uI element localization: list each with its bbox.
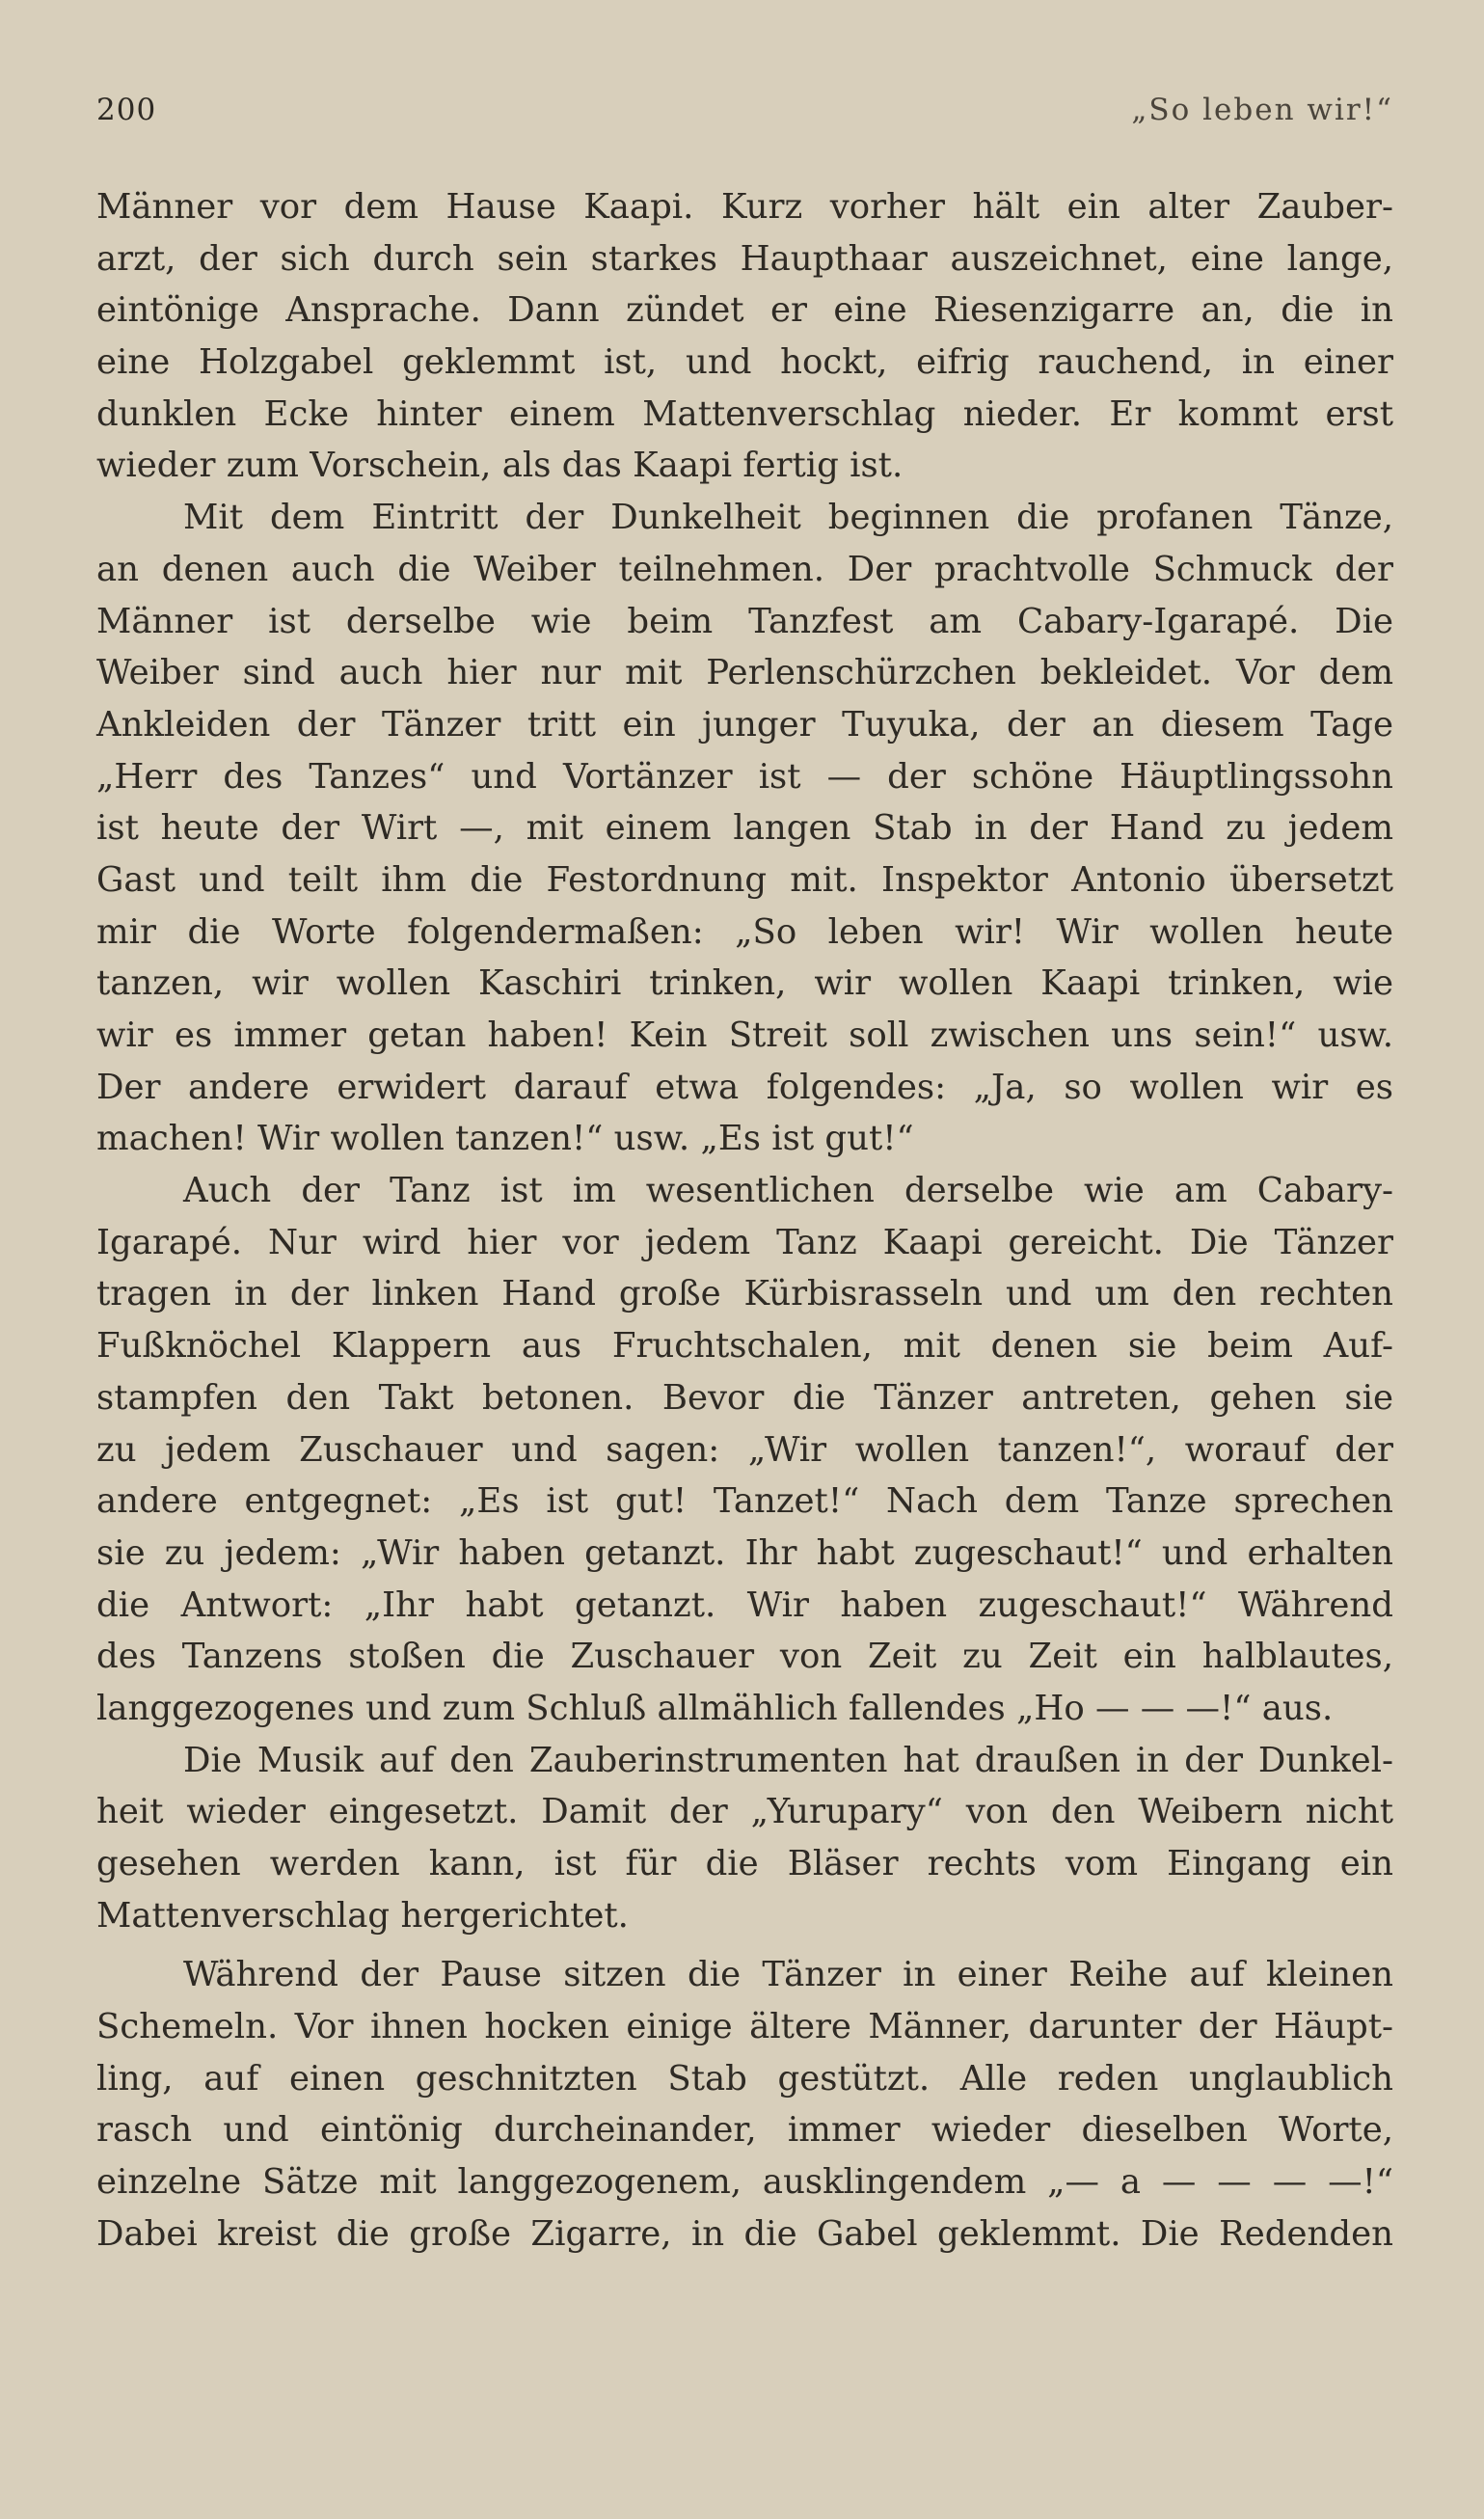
text-line: mir die Worte folgendermaßen: „So leben wir! Wir wollen heute: [96, 911, 1393, 952]
text-line: heit wieder eingesetzt. Damit der „Yurupary“ von den Weibern nicht: [96, 1792, 1393, 1832]
text-line: „Herr des Tanzes“ und Vortänzer ist — der schöne Häuptlingssohn: [96, 756, 1393, 797]
text-line: an denen auch die Weiber teilnehmen. Der prachtvolle Schmuck der: [96, 549, 1393, 589]
text-line: Die Musik auf den Zauberinstrumenten hat draußen in der Dunkel-: [183, 1740, 1393, 1780]
text-line: eintönige Ansprache. Dann zündet er eine Riesenzigarre an, die in: [96, 290, 1393, 331]
text-line: tragen in der linken Hand große Kürbisrasseln und um den rechten: [96, 1274, 1393, 1314]
running-title: „So leben wir!“: [1131, 93, 1393, 127]
text-line: langgezogenes und zum Schluß allmählich fallendes „Ho — — —!“ aus.: [96, 1688, 1334, 1728]
text-line: arzt, der sich durch sein starkes Haupthaar auszeichnet, eine lange,: [96, 238, 1393, 279]
paragraph: [96, 1735, 1393, 1942]
text-line: Mattenverschlag hergerichtet.: [96, 1895, 629, 1936]
text-line: Ankleiden der Tänzer tritt ein junger Tuyuka, der an diesem Tage: [96, 704, 1393, 745]
body-text: [96, 181, 1393, 2261]
text-line: die Antwort: „Ihr habt getanzt. Wir haben zugeschaut!“ Während: [96, 1585, 1393, 1625]
text-line: andere entgegnet: „Es ist gut! Tanzet!“ Nach dem Tanze sprechen: [96, 1481, 1393, 1522]
paragraph: [96, 1165, 1393, 1735]
text-line: rasch und eintönig durcheinander, immer wieder dieselben Worte,: [96, 2110, 1393, 2151]
paragraph-gap: [96, 1941, 1393, 1949]
paragraph: [96, 1949, 1393, 2260]
paragraph: [96, 492, 1393, 1165]
text-line: Männer ist derselbe wie beim Tanzfest am Cabary-Igarapé. Die: [96, 601, 1393, 641]
text-line: zu jedem Zuschauer und sagen: „Wir wollen tanzen!“, worauf der: [96, 1429, 1393, 1470]
text-line: Gast und teilt ihm die Festordnung mit. Inspektor Antonio übersetzt: [96, 859, 1393, 900]
text-line: Weiber sind auch hier nur mit Perlenschürzchen bekleidet. Vor dem: [96, 653, 1393, 693]
text-line: Männer vor dem Hause Kaapi. Kurz vorher hält ein alter Zauber-: [96, 187, 1393, 227]
paragraph: [96, 181, 1393, 492]
text-line: Fußknöchel Klappern aus Fruchtschalen, mit denen sie beim Auf-: [96, 1326, 1393, 1367]
running-head: [96, 93, 1393, 141]
text-line: ist heute der Wirt —, mit einem langen Stab in der Hand zu jedem: [96, 808, 1393, 849]
text-line: wir es immer getan haben! Kein Streit soll zwischen uns sein!“ usw.: [96, 1016, 1393, 1055]
text-line: eine Holzgabel geklemmt ist, und hockt, eifrig rauchend, in einer: [96, 342, 1393, 383]
text-line: ling, auf einen geschnitzten Stab gestützt. Alle reden unglaublich: [96, 2058, 1393, 2099]
text-line: einzelne Sätze mit langgezogenem, ausklingendem „— a — — — —!“: [96, 2162, 1393, 2203]
text-line: Schemeln. Vor ihnen hocken einige ältere Männer, darunter der Häupt-: [96, 2007, 1393, 2047]
text-line: stampfen den Takt betonen. Bevor die Tänzer antreten, gehen sie: [96, 1377, 1393, 1418]
text-line: Dabei kreist die große Zigarre, in die Gabel geklemmt. Die Redenden: [96, 2213, 1393, 2254]
text-line: wieder zum Vorschein, als das Kaapi fertig ist.: [96, 446, 904, 486]
text-line: Mit dem Eintritt der Dunkelheit beginnen die profanen Tänze,: [183, 498, 1393, 538]
text-line: Der andere erwidert darauf etwa folgendes: „Ja, so wollen wir es: [96, 1067, 1393, 1107]
text-line: Igarapé. Nur wird hier vor jedem Tanz Kaapi gereicht. Die Tänzer: [96, 1222, 1393, 1262]
text-line: dunklen Ecke hinter einem Mattenverschlag nieder. Er kommt erst: [96, 393, 1393, 434]
text-line: Auch der Tanz ist im wesentlichen derselbe wie am Cabary-: [183, 1171, 1393, 1211]
page-number: 200: [96, 93, 157, 127]
text-line: des Tanzens stoßen die Zuschauer von Zeit zu Zeit ein halblautes,: [96, 1637, 1393, 1677]
text-line: tanzen, wir wollen Kaschiri trinken, wir wollen Kaapi trinken, wie: [96, 963, 1393, 1004]
text-line: Während der Pause sitzen die Tänzer in einer Reihe auf kleinen: [183, 1955, 1393, 1995]
text-line: sie zu jedem: „Wir haben getanzt. Ihr habt zugeschaut!“ und erhalten: [96, 1532, 1393, 1573]
text-line: machen! Wir wollen tanzen!“ usw. „Es ist gut!“: [96, 1119, 914, 1159]
text-line: gesehen werden kann, ist für die Bläser rechts vom Eingang ein: [96, 1844, 1393, 1883]
